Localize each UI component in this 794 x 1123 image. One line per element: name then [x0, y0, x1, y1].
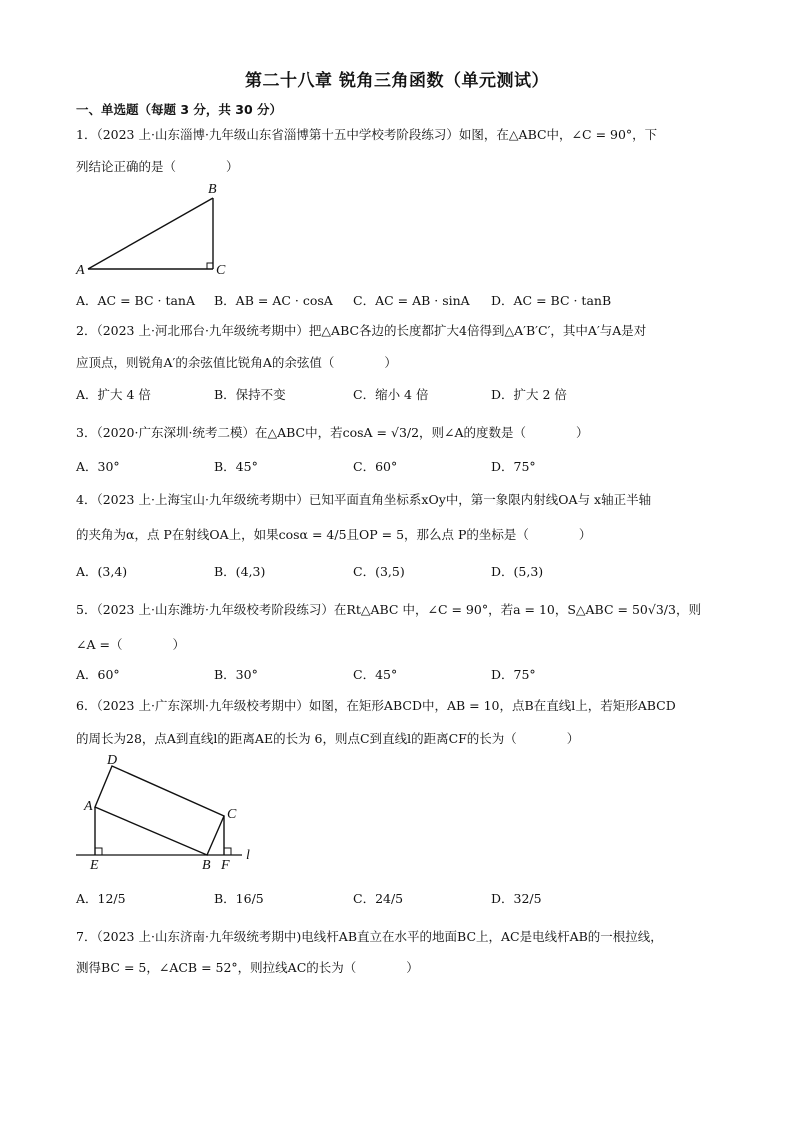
question-3-option-b[interactable]: B．45° [214, 459, 258, 474]
question-6-line-1: 6．（2023 上·广东深圳·九年级校考期中）如图，在矩形ABCD中，AB = 10，点B在直线l上，若矩形ABCD [76, 698, 676, 713]
question-6-option-a[interactable]: A．12/5 [76, 891, 126, 906]
question-5-option-b[interactable]: B．30° [214, 667, 258, 682]
vertex-label-c: C [216, 263, 226, 278]
vertex-label-a: A [76, 263, 85, 278]
question-3-option-c[interactable]: C．60° [353, 459, 398, 474]
right-angle-mark-f [224, 848, 231, 855]
question-1-option-b[interactable]: B．AB = AC · cosA [214, 293, 333, 308]
question-6-line-2: 的周长为28，点A到直线l的距离AE的长为 6，则点C到直线l的距离CF的长为（ ） [76, 731, 580, 746]
section-heading: 一、单选题（每题 3 分，共 30 分） [76, 102, 283, 117]
question-4-line-1: 4．（2023 上·上海宝山·九年级统考期中）已知平面直角坐标系xOy中，第一象限内射线OA与 x轴正半轴 [76, 492, 652, 507]
question-2-option-b[interactable]: B．保持不变 [214, 387, 286, 402]
vertex-label-b: B [202, 858, 211, 873]
right-angle-mark-e [95, 848, 102, 855]
question-4-option-d[interactable]: D．(5,3) [491, 564, 544, 579]
question-5-line-2: ∠A =（ ） [76, 637, 185, 652]
question-2-option-d[interactable]: D．扩大 2 倍 [491, 387, 567, 402]
question-1-figure [76, 180, 246, 280]
question-5-option-a[interactable]: A．60° [76, 667, 120, 682]
point-label-f: F [221, 858, 230, 873]
question-7-line-1: 7．（2023 上·山东济南·九年级统考期中)电线杆AB直立在水平的地面BC上，AC是电线杆AB的一根拉线， [76, 929, 663, 944]
question-5-line-1: 5．（2023 上·山东潍坊·九年级校考阶段练习）在Rt△ABC 中，∠C = 90°，若a = 10，S△ABC = 50√3/3，则 [76, 602, 701, 617]
question-4-option-a[interactable]: A．(3,4) [76, 564, 128, 579]
question-1-option-d[interactable]: D．AC = BC · tanB [491, 293, 612, 308]
question-6-option-d[interactable]: D．32/5 [491, 891, 542, 906]
question-6-figure [76, 752, 266, 872]
question-5-option-c[interactable]: C．45° [353, 667, 398, 682]
point-label-e: E [90, 858, 99, 873]
triangle-side-ab [88, 198, 213, 269]
question-4-line-2: 的夹角为α，点 P在射线OA上，如果cosα = 4/5且OP = 5，那么点 P的坐标是（ ） [76, 527, 592, 542]
vertex-label-d: D [107, 753, 118, 768]
question-2-line-2: 应顶点，则锐角A′的余弦值比锐角A的余弦值（ ） [76, 355, 397, 370]
question-3-option-d[interactable]: D．75° [491, 459, 536, 474]
question-7-line-2: 测得BC = 5，∠ACB = 52°，则拉线AC的长为（ ） [76, 960, 419, 975]
question-1-line-1: 1．（2023 上·山东淄博·九年级山东省淄博第十五中学校考阶段练习）如图，在△ABC中，∠C = 90°，下 [76, 127, 658, 142]
question-6-option-b[interactable]: B．16/5 [214, 891, 264, 906]
question-6-option-c[interactable]: C．24/5 [353, 891, 404, 906]
rectangle-abcd [95, 766, 224, 855]
question-2-line-1: 2．（2023 上·河北邢台·九年级统考期中）把△ABC各边的长度都扩大4倍得到△A′B′C′，其中A′与A是对 [76, 323, 647, 338]
vertex-label-c: C [227, 807, 237, 822]
vertex-label-a: A [84, 799, 93, 814]
right-angle-mark [207, 263, 213, 269]
question-2-option-c[interactable]: C．缩小 4 倍 [353, 387, 429, 402]
question-4-option-c[interactable]: C．(3,5) [353, 564, 405, 579]
line-label-l: l [246, 848, 250, 863]
question-3-line-1: 3．（2020·广东深圳·统考二模）在△ABC中，若cosA = √3/2，则∠A的度数是（ ） [76, 425, 589, 440]
question-1-line-2: 列结论正确的是（ ） [76, 159, 239, 174]
question-2-option-a[interactable]: A．扩大 4 倍 [76, 387, 151, 402]
question-4-option-b[interactable]: B．(4,3) [214, 564, 266, 579]
page-title: 第二十八章 锐角三角函数（单元测试） [245, 71, 549, 91]
vertex-label-b: B [208, 182, 217, 197]
question-3-option-a[interactable]: A．30° [76, 459, 120, 474]
question-1-option-a[interactable]: A．AC = BC · tanA [76, 293, 195, 308]
question-5-option-d[interactable]: D．75° [491, 667, 536, 682]
question-1-option-c[interactable]: C．AC = AB · sinA [353, 293, 470, 308]
